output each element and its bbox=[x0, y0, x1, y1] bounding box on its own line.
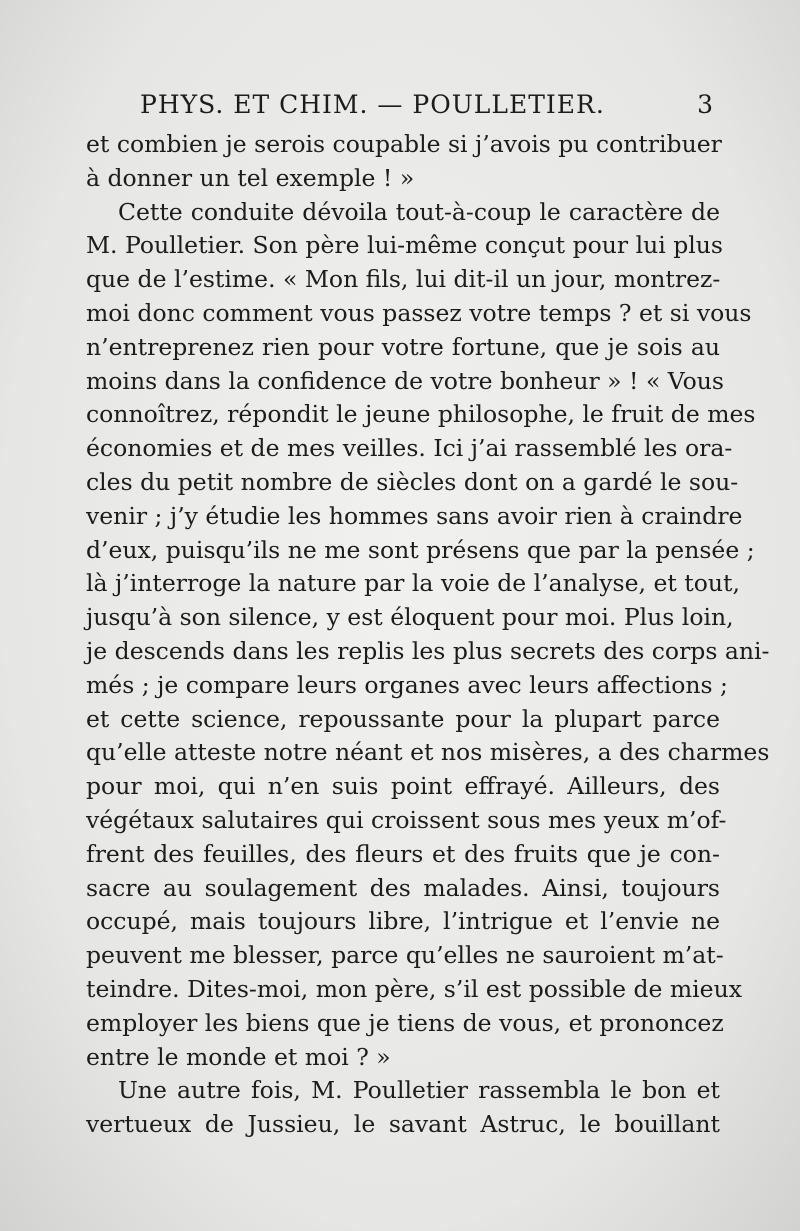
page-number: 3 bbox=[697, 90, 714, 119]
text-line: à donner un tel exemple ! » bbox=[86, 163, 415, 192]
text-line: là j’interroge la nature par la voie de l’analyse, et tout, bbox=[86, 569, 740, 598]
text-line: teindre. Dites-moi, mon père, s’il est possible de mieux bbox=[86, 974, 742, 1003]
text-line: économies et de mes veilles. Ici j’ai rassemblé les ora- bbox=[86, 434, 733, 463]
text-line: je descends dans les replis les plus secrets des corps ani- bbox=[86, 636, 770, 665]
text-line: Une autre fois, M. Poulletier rassembla le bon et bbox=[118, 1076, 720, 1105]
text-line: moins dans la confidence de votre bonheur » ! « Vous bbox=[86, 366, 724, 395]
text-line: sacre au soulagement des malades. Ainsi, toujours bbox=[86, 873, 720, 902]
text-line: Cette conduite dévoila tout-à-coup le caractère de bbox=[118, 197, 720, 226]
text-line: qu’elle atteste notre néant et nos misères, a des charmes bbox=[86, 738, 770, 767]
text-line: n’entreprenez rien pour votre fortune, que je sois au bbox=[86, 332, 720, 361]
text-line: végétaux salutaires qui croissent sous mes yeux m’of- bbox=[86, 805, 727, 834]
text-line: et combien je serois coupable si j’avois pu contribuer bbox=[86, 130, 722, 158]
text-line: moi donc comment vous passez votre temps ? et si vous bbox=[86, 298, 752, 327]
text-line: et cette science, repoussante pour la plupart parce bbox=[86, 704, 720, 733]
text-line: jusqu’à son silence, y est éloquent pour moi. Plus loin, bbox=[86, 603, 734, 632]
running-title: PHYS. ET CHIM. — POULLETIER. bbox=[140, 90, 605, 119]
text-line: occupé, mais toujours libre, l’intrigue et l’envie ne bbox=[86, 907, 720, 936]
body-text bbox=[86, 128, 770, 1142]
text-line: venir ; j’y étudie les hommes sans avoir rien à craindre bbox=[86, 501, 743, 530]
text-line: més ; je compare leurs organes avec leurs affections ; bbox=[86, 670, 728, 699]
text-line: connoîtrez, répondit le jeune philosophe, le fruit de mes bbox=[86, 400, 756, 429]
text-line: vertueux de Jussieu, le savant Astruc, le bouillant bbox=[86, 1110, 720, 1139]
text-line: pour moi, qui n’en suis point effrayé. Ailleurs, des bbox=[86, 772, 720, 801]
text-line: peuvent me blesser, parce qu’elles ne sauroient m’at- bbox=[86, 941, 724, 970]
text-line: que de l’estime. « Mon fils, lui dit-il un jour, montrez- bbox=[86, 265, 721, 294]
text-line: M. Poulletier. Son père lui-même conçut pour lui plus bbox=[86, 231, 723, 260]
text-line: cles du petit nombre de siècles dont on a gardé le sou- bbox=[86, 467, 739, 496]
text-line: entre le monde et moi ? » bbox=[86, 1042, 391, 1071]
text-line: frent des feuilles, des fleurs et des fruits que je con- bbox=[86, 839, 720, 868]
text-line: employer les biens que je tiens de vous, et prononcez bbox=[86, 1008, 724, 1037]
running-header bbox=[140, 90, 714, 119]
text-line: d’eux, puisqu’ils ne me sont présens que par la pensée ; bbox=[86, 535, 755, 564]
